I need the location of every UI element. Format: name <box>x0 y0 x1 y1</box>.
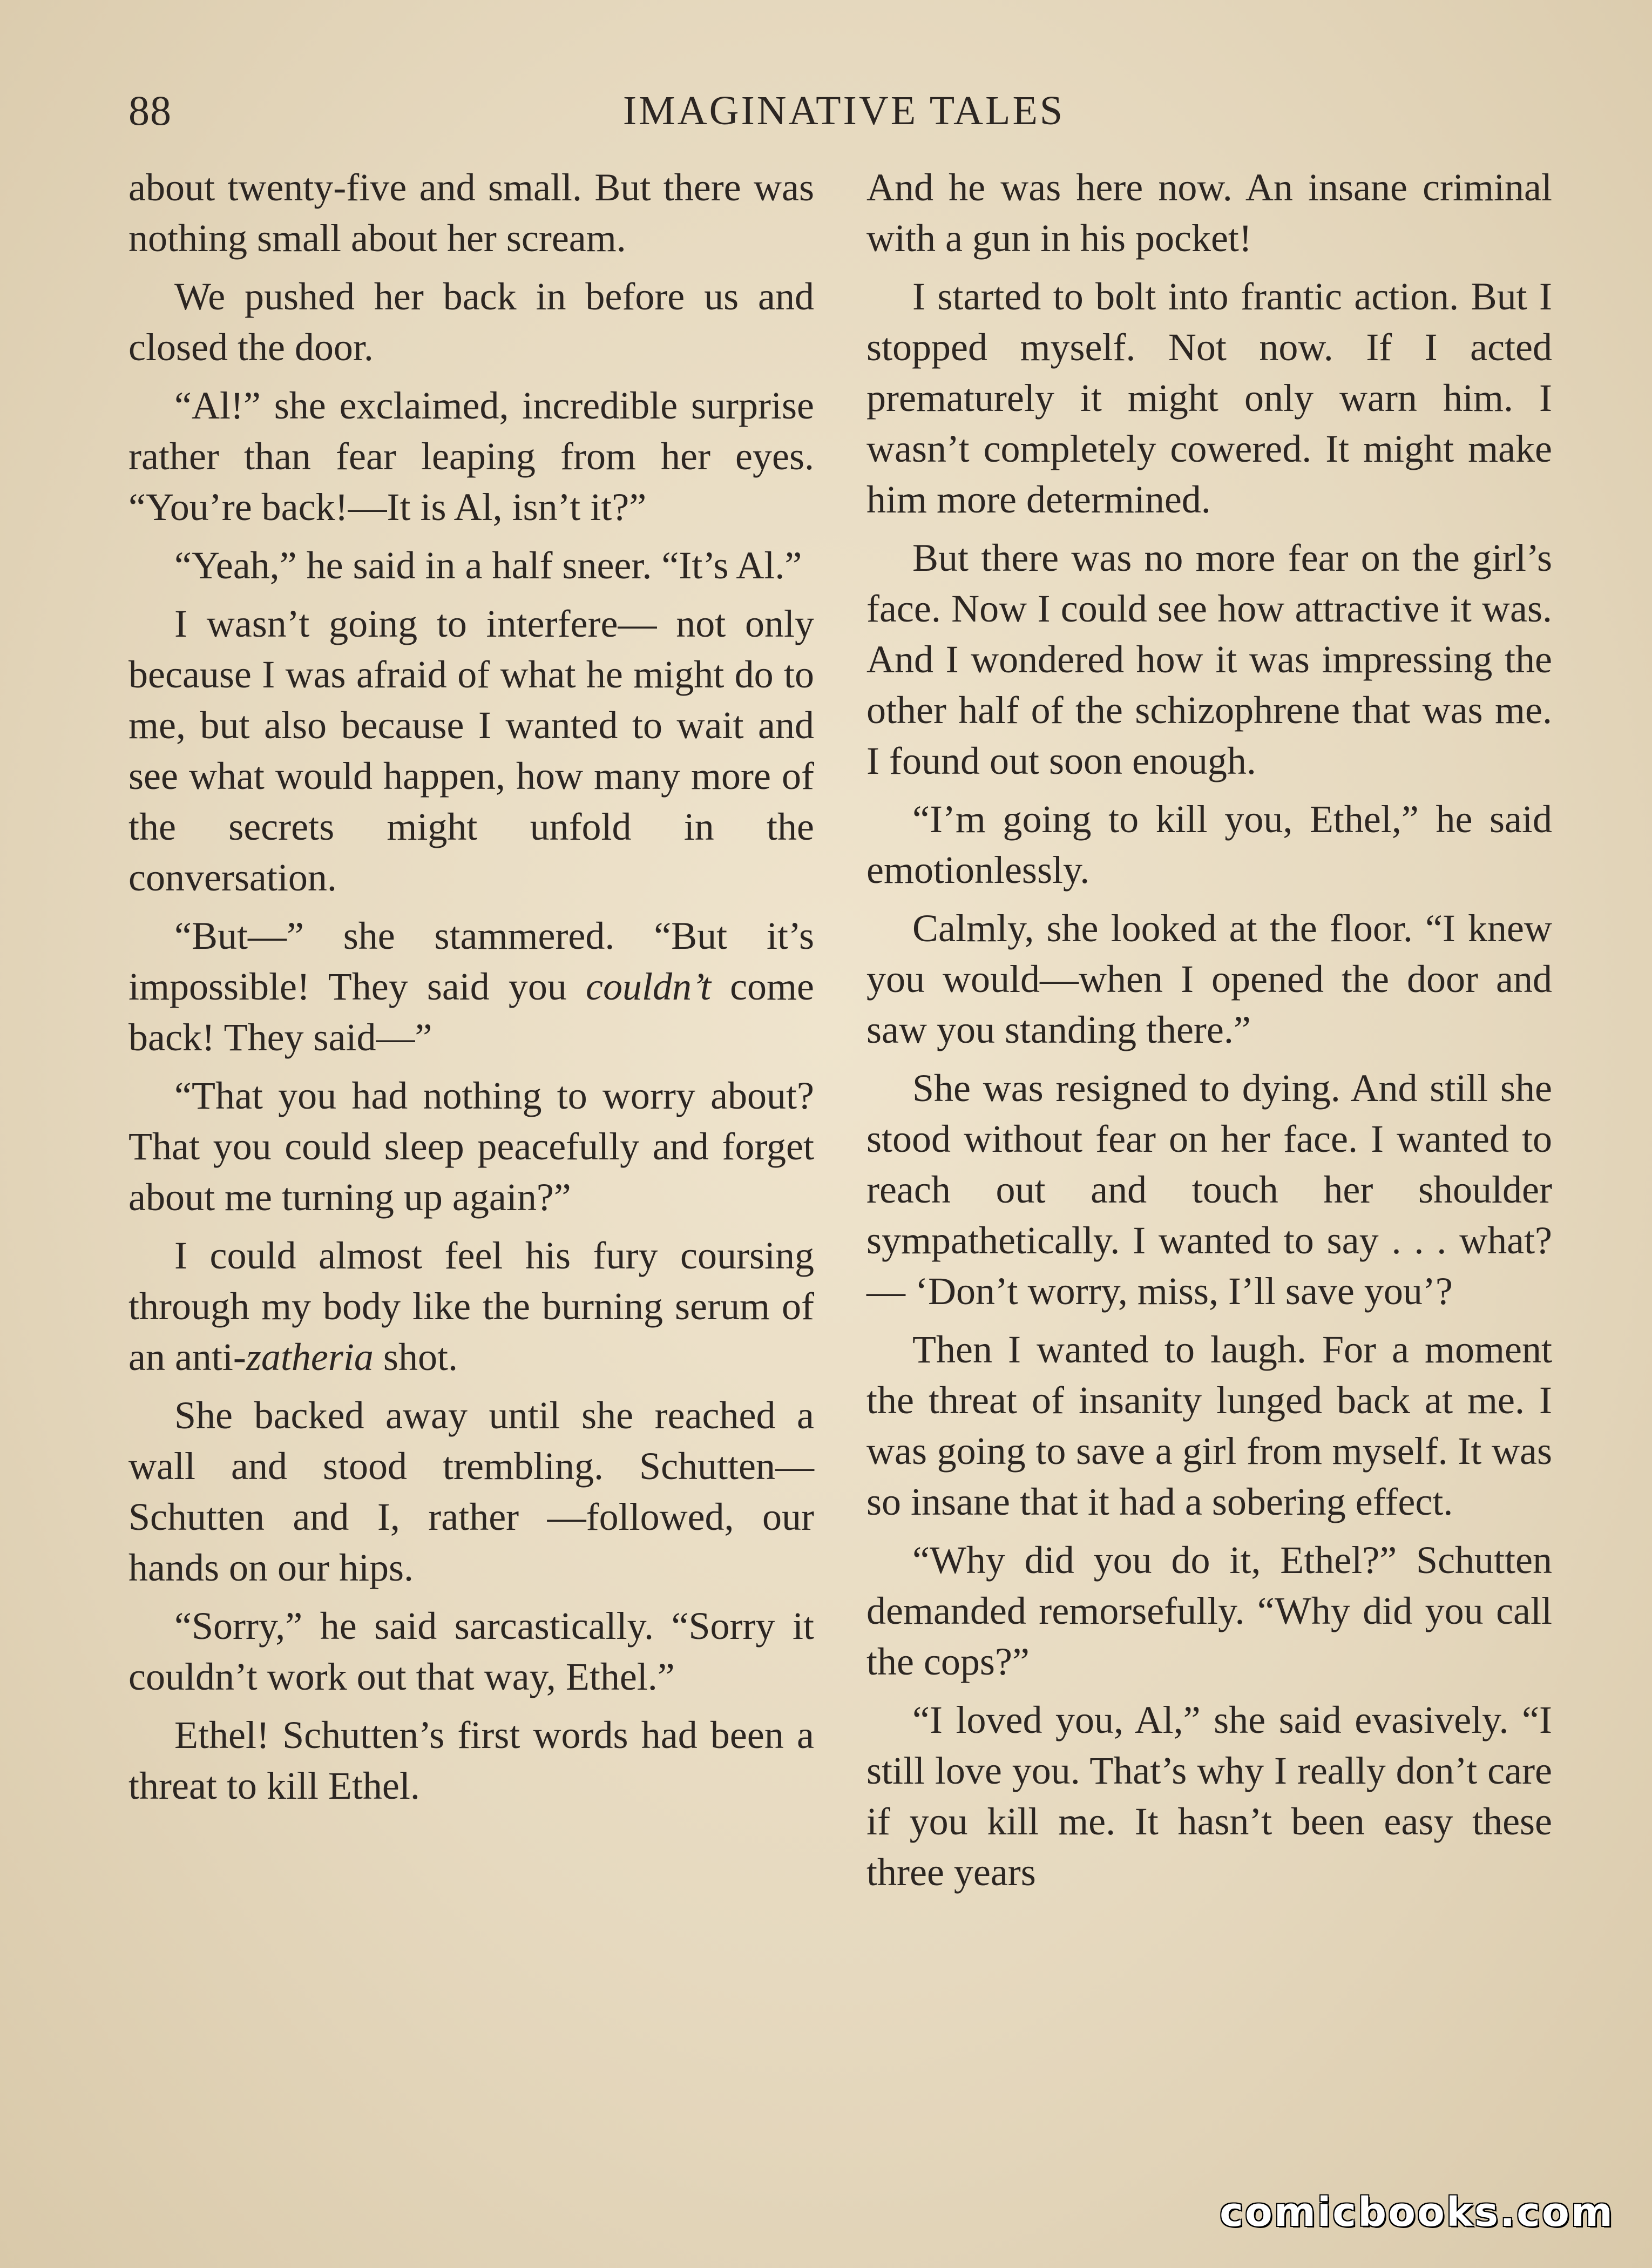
italic-word: couldn’t <box>586 965 711 1008</box>
paragraph <box>128 910 814 1063</box>
paragraph: Then I wanted to laugh. For a moment the threat of insanity lunged back at me. I was going to save a girl from myself. It was so insane that it had a sobering effect. <box>866 1328 1552 1523</box>
paragraph: We pushed her back in before us and closed the door. <box>128 275 814 369</box>
paragraph: about twenty-five and small. But there was nothing small about her scream. <box>128 166 814 260</box>
paragraph: Calmly, she looked at the floor. “I knew you would—when I opened the door and saw you standing there.” <box>866 907 1552 1051</box>
paragraph-text: shot. <box>373 1335 458 1379</box>
paragraph: I started to bolt into frantic action. But I stopped myself. Not now. If I acted prematurely it might only warn him. I wasn’t completely cowered. It might make him more determined. <box>866 275 1552 521</box>
paragraph: “I’m going to kill you, Ethel,” he said emotionlessly. <box>866 798 1552 892</box>
paragraph: “Al!” she exclaimed, incredible surprise rather than fear leaping from her eyes. “You’re back!—It is Al, isn’t it?” <box>128 384 814 529</box>
paragraph-text: “But—” she stammered. “But it’s impossible! They said you <box>128 914 814 1008</box>
paragraph: She was resigned to dying. And still she stood without fear on her face. I wanted to reach out and touch her shoulder sympathetically. I wanted to say . . . what?— ‘Don’t worry, miss, I’ll save you’? <box>866 1066 1552 1313</box>
paragraph: “I loved you, Al,” she said evasively. “I still love you. That’s why I really don’t care if you kill me. It hasn’t been easy these three years <box>866 1698 1552 1894</box>
paragraph: She backed away until she reached a wall and stood trembling. Schutten—Schutten and I, rather —followed, our hands on our hips. <box>128 1394 814 1589</box>
paragraph: “That you had nothing to worry about? That you could sleep peacefully and forget about me turning up again?” <box>128 1074 814 1219</box>
paragraph: But there was no more fear on the girl’s face. Now I could see how attractive it was. And I wondered how it was impressing the other half of the schizophrene that was me. I found out soon enough. <box>866 536 1552 782</box>
watermark-logo: comicbooks.com <box>1220 2189 1614 2236</box>
paragraph: “Yeah,” he said in a half sneer. “It’s Al.” <box>174 544 802 587</box>
paragraph <box>128 1230 814 1382</box>
paragraph: “Sorry,” he said sarcastically. “Sorry it couldn’t work out that way, Ethel.” <box>128 1604 814 1698</box>
paragraph-text: come back! They said—” <box>128 965 815 1059</box>
left-column <box>128 162 814 1819</box>
paragraph: “Why did you do it, Ethel?” Schutten demanded remorsefully. “Why did you call the cops?” <box>866 1538 1552 1683</box>
paragraph: I wasn’t going to interfere— not only because I was afraid of what he might do to me, but also because I wanted to wait and see what would happen, how many more of the secrets might unfold in the conversation. <box>128 602 814 899</box>
right-column <box>866 162 1552 1905</box>
page-number: 88 <box>128 87 172 134</box>
paragraph: And he was here now. An insane criminal with a gun in his pocket! <box>866 166 1552 260</box>
italic-word: zatheria <box>246 1335 374 1379</box>
page-header <box>128 81 1554 140</box>
paragraph-text: I could almost feel his fury coursing through my body like the burning serum of an anti- <box>128 1234 814 1379</box>
running-title: IMAGINATIVE TALES <box>622 88 1065 133</box>
paragraph: Ethel! Schutten’s first words had been a threat to kill Ethel. <box>128 1713 814 1807</box>
